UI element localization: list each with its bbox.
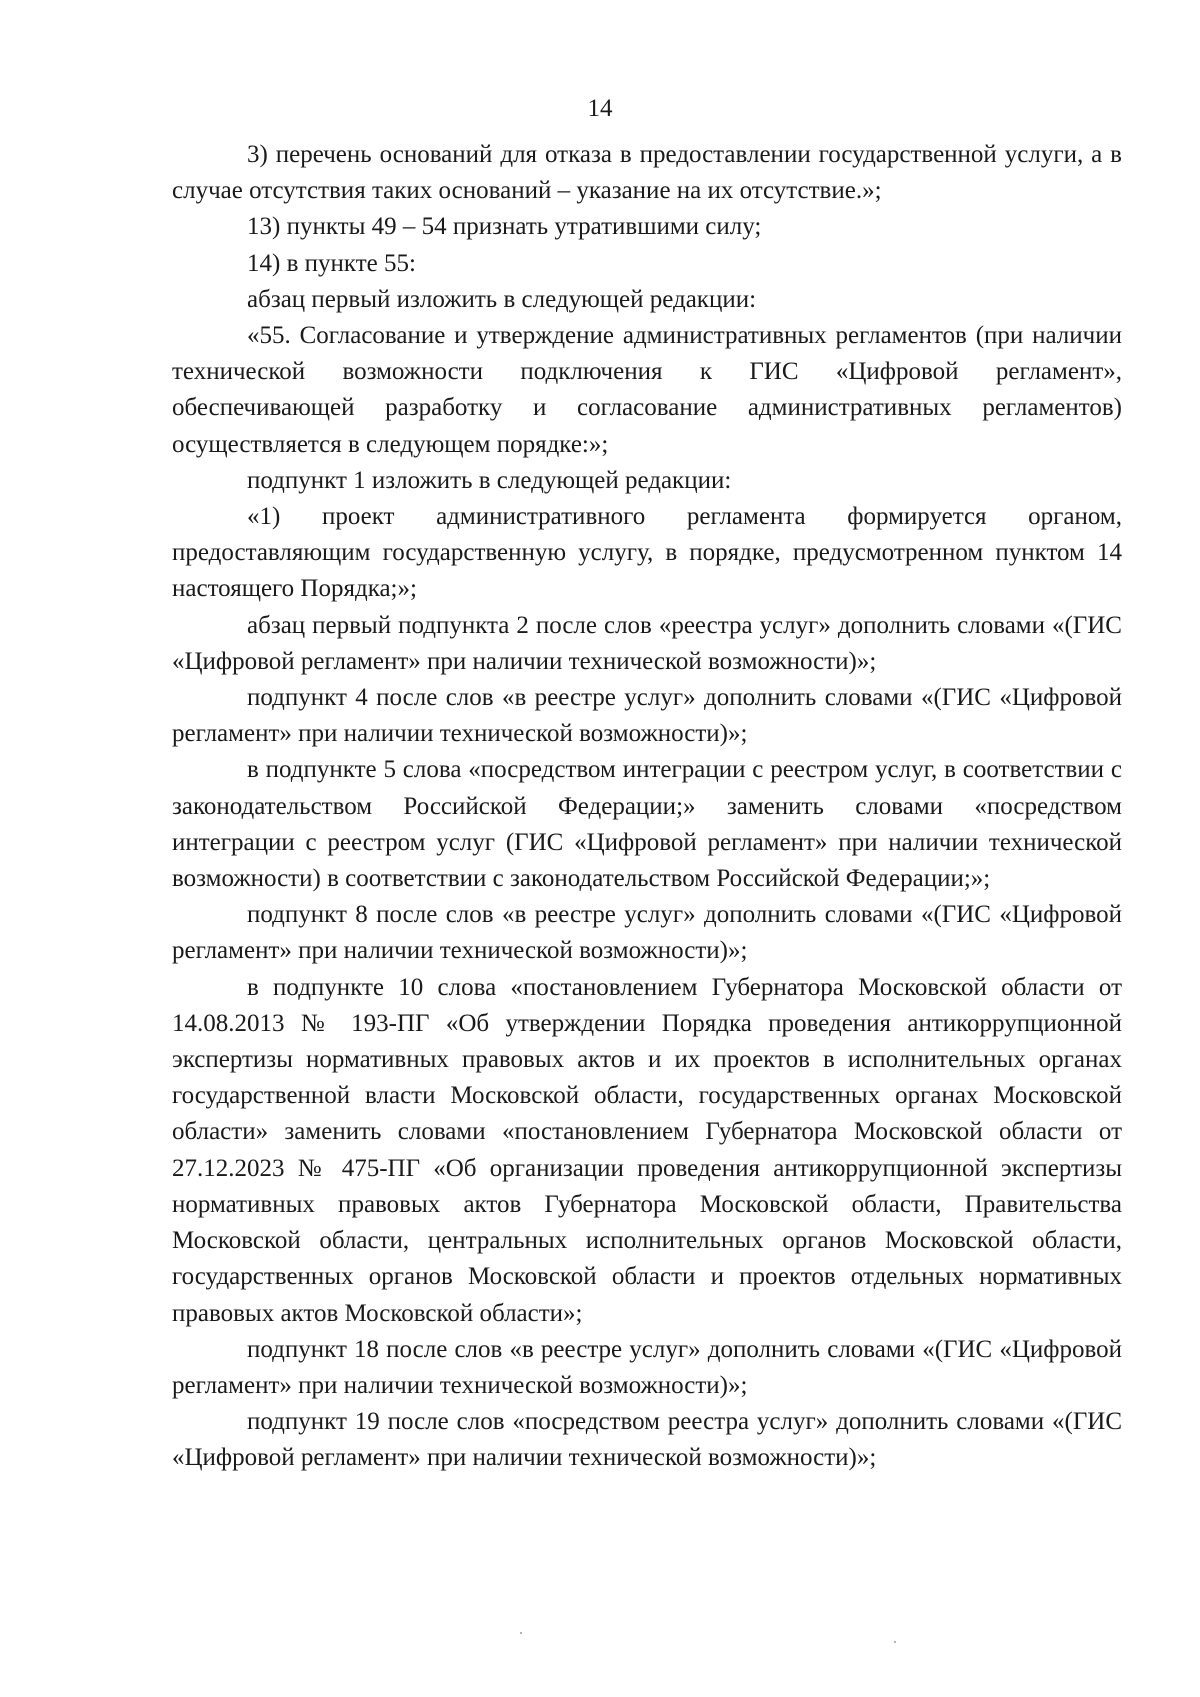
paragraph-subpoint-19: подпункт 19 после слов «посредством реестра услуг» дополнить словами «(ГИС «Цифровой регламент» при наличии технической возможности)»;: [172, 1408, 1122, 1472]
scan-speck: [520, 1632, 522, 1634]
paragraph-subpoint-8: подпункт 8 после слов «в реестре услуг» дополнить словами «(ГИС «Цифровой регламент» при наличии технической возможности)»;: [172, 901, 1122, 965]
page-number: 14: [587, 95, 613, 122]
paragraph-subpoint-1-intro: подпункт 1 изложить в следующей редакции:: [247, 466, 732, 494]
paragraph-subpoint-5: в подпункте 5 слова «посредством интеграции с реестром услуг, в соответствии с законодательством Российской Федерации;» заменить словами «посредством интеграции с реестром услуг (ГИС «Цифровой регламент» при наличии технической возможности) в соответствии с законодательством Российской Федерации;»;: [172, 756, 1122, 893]
paragraph-subpoint-18: подпункт 18 после слов «в реестре услуг» дополнить словами «(ГИС «Цифровой регламент» при наличии технической возможности)»;: [172, 1335, 1122, 1399]
scan-speck: [894, 1641, 896, 1643]
paragraph-subpoint-10: в подпункте 10 слова «постановлением Губернатора Московской области от 14.08.2013 № 193-ПГ «Об утверждении Порядка проведения антикоррупционной экспертизы нормативных правовых актов и их проектов в исполнительных органах государственной власти Московской области, государственных органах Московской области» заменить словами «постановлением Губернатора Московской области от 27.12.2023 № 475-ПГ «Об организации проведения антикоррупционной экспертизы нормативных правовых актов Губернатора Московской области, Правительства Московской области, центральных исполнительных органов Московской области, государственных органов Московской области и проектов отдельных нормативных правовых актов Московской области»;: [172, 973, 1122, 1327]
paragraph-item-13: 13) пункты 49 – 54 признать утратившими силу;: [247, 213, 762, 241]
document-body: [172, 137, 1122, 1477]
paragraph-point-55: «55. Согласование и утверждение административных регламентов (при наличии технической возможности подключения к ГИС «Цифровой регламент», обеспечивающей разработку и согласование административных регламентов) осуществляется в следующем порядке:»;: [172, 322, 1122, 458]
paragraph-subpoint-4: подпункт 4 после слов «в реестре услуг» дополнить словами «(ГИС «Цифровой регламент» при наличии технической возможности)»;: [172, 684, 1122, 748]
paragraph-item-3-reasons: 3) перечень оснований для отказа в предоставлении государственной услуги, а в случае отсутствия таких оснований – указание на их отсутствие.»;: [172, 141, 1122, 205]
paragraph-subpoint-2: абзац первый подпункта 2 после слов «реестра услуг» дополнить словами «(ГИС «Цифровой регламент» при наличии технической возможности)»;: [172, 611, 1122, 675]
paragraph-first-abzats: абзац первый изложить в следующей редакции:: [247, 285, 757, 313]
paragraph-item-14: 14) в пункте 55:: [247, 249, 416, 277]
paragraph-subpoint-1-text: «1) проект административного регламента формируется органом, предоставляющим государственную услугу, в порядке, предусмотренном пунктом 14 настоящего Порядка;»;: [172, 503, 1122, 603]
